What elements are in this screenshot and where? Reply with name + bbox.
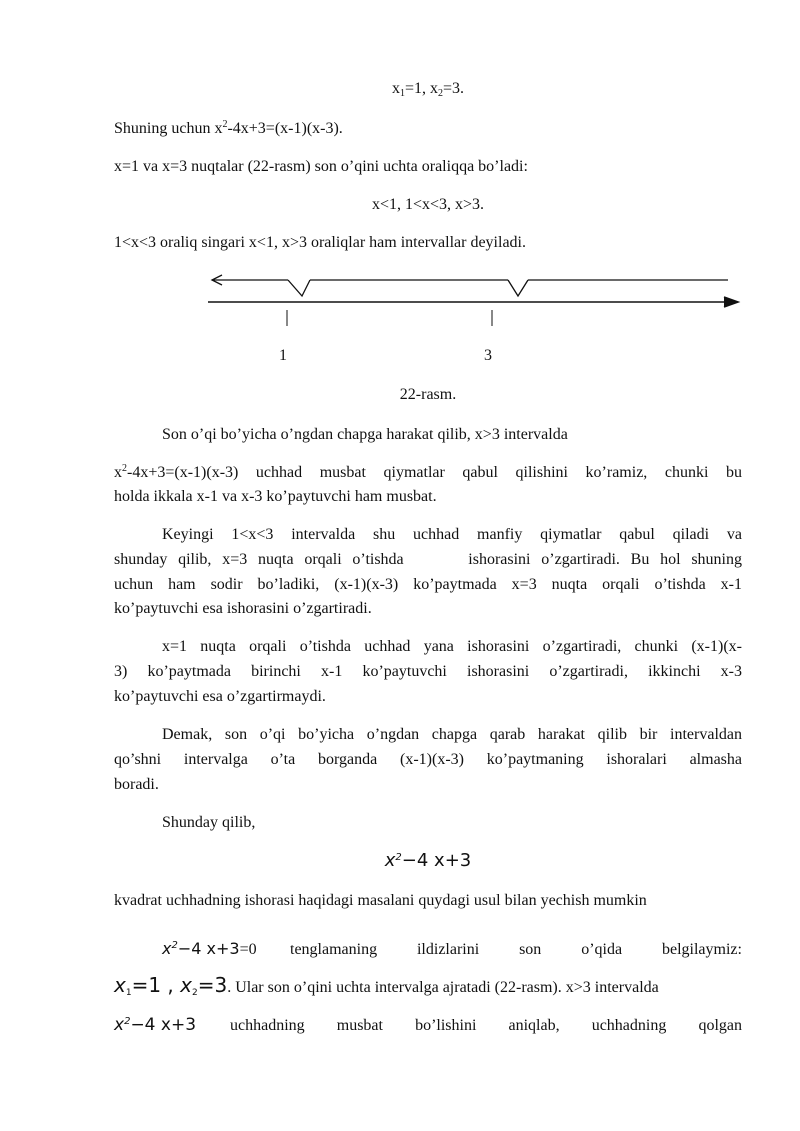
p7-line2: $x_1=1$ , $x_2=3$ . Ular son o’qini uchta intervalga ajratadi (22-rasm). x>3 intervalda	[114, 973, 659, 998]
p3-line1: x=1 nuqta orqali o’tishda uchhad yana ishorasini o’zgartiradi, chunki (x-1)(x-	[162, 638, 742, 655]
p4-line3: boradi.	[114, 776, 159, 793]
p4-line1: Demak, son o’qi bo’yicha o’ngdan chapga qarab harakat qilib bir intervaldan	[162, 726, 742, 743]
p7-line3	[114, 1014, 742, 1037]
equation-inline: $x^2-4$ x+3=0	[162, 939, 257, 958]
number-axis	[208, 297, 738, 307]
p6-line: kvadrat uchhadning ishorasi haqidagi masalani quydagi usul bilan yechish mumkin	[114, 892, 647, 909]
p7-line1	[114, 938, 742, 961]
p4-line2: qo’shni intervalga o’ta borganda (x-1)(x-3) ko’paytmaning ishoralari almasha	[114, 751, 742, 768]
p7-line1-text: tenglamaning ildizlarini son o’qida belgilaymiz:	[290, 941, 742, 958]
roots-inline: $x_1=1$ , $x_2=3$	[114, 973, 228, 998]
p3-line3: ko’paytuvchi esa o’zgartirmaydi.	[114, 688, 326, 705]
split-line: x=1 va x=3 nuqtalar (22-rasm) son o’qini uchta oraliqqa bo’ladi:	[114, 158, 528, 175]
intervals-line: x<1, 1<x<3, x>3.	[371, 196, 485, 213]
number-line-figure	[0, 262, 800, 372]
p2-line1: Keyingi 1<x<3 intervalda shu uchhad manfiy qiymatlar qabul qiladi va	[162, 526, 742, 543]
centered-formula: $x^2-4$ x+3	[384, 850, 472, 871]
tick-label-3: 3	[484, 347, 492, 364]
tick-label-1: 1	[279, 347, 287, 364]
p3-line2: 3) ko’paytmada birinchi x-1 ko’paytuvchi ishorasini o’zgartiradi, ikkinchi x-3	[114, 663, 742, 680]
p7-line3-text: uchhadning musbat bo’lishini aniqlab, uchhadning qolgan	[230, 1017, 742, 1034]
factorization-line: Shuning uchun $x^2-4x+3=(x-1)(x-3)$.	[114, 119, 343, 137]
p1-line3: holda ikkala x-1 va x-3 ko’paytuvchi ham musbat.	[114, 488, 437, 505]
p2-line2: shunday qilib, x=3 nuqta orqali o’tishda ishorasini o’zgartiradi. Bu hol shuning	[114, 551, 742, 568]
intervals-note: 1<x<3 oraliq singari x<1, x>3 oraliqlar ham intervallar deyiladi.	[114, 234, 526, 251]
p2-line4: ko’paytuvchi esa ishorasini o’zgartiradi.	[114, 600, 372, 617]
p5-line: Shunday qilib,	[162, 814, 256, 831]
roots-line: $x_1=1$, $x_2=3$.	[391, 80, 465, 99]
p1-line2: $x^2-4x+3=(x-1)(x-3)$ uchhad musbat qiymatlar qabul qilishini ko’ramiz, chunki bu	[114, 463, 742, 481]
upper-arrow-line	[212, 275, 728, 296]
trinomial-inline: $x^2-4$ x+3	[114, 1015, 197, 1035]
p2-line3: uchun ham sodir bo’ladiki, (x-1)(x-3) ko’paytmada x=3 nuqta orqali o’tishda x-1	[114, 576, 742, 593]
p1-line1: Son o’qi bo’yicha o’ngdan chapga harakat qilib, x>3 intervalda	[162, 426, 568, 443]
figure-caption: 22-rasm.	[399, 386, 457, 403]
